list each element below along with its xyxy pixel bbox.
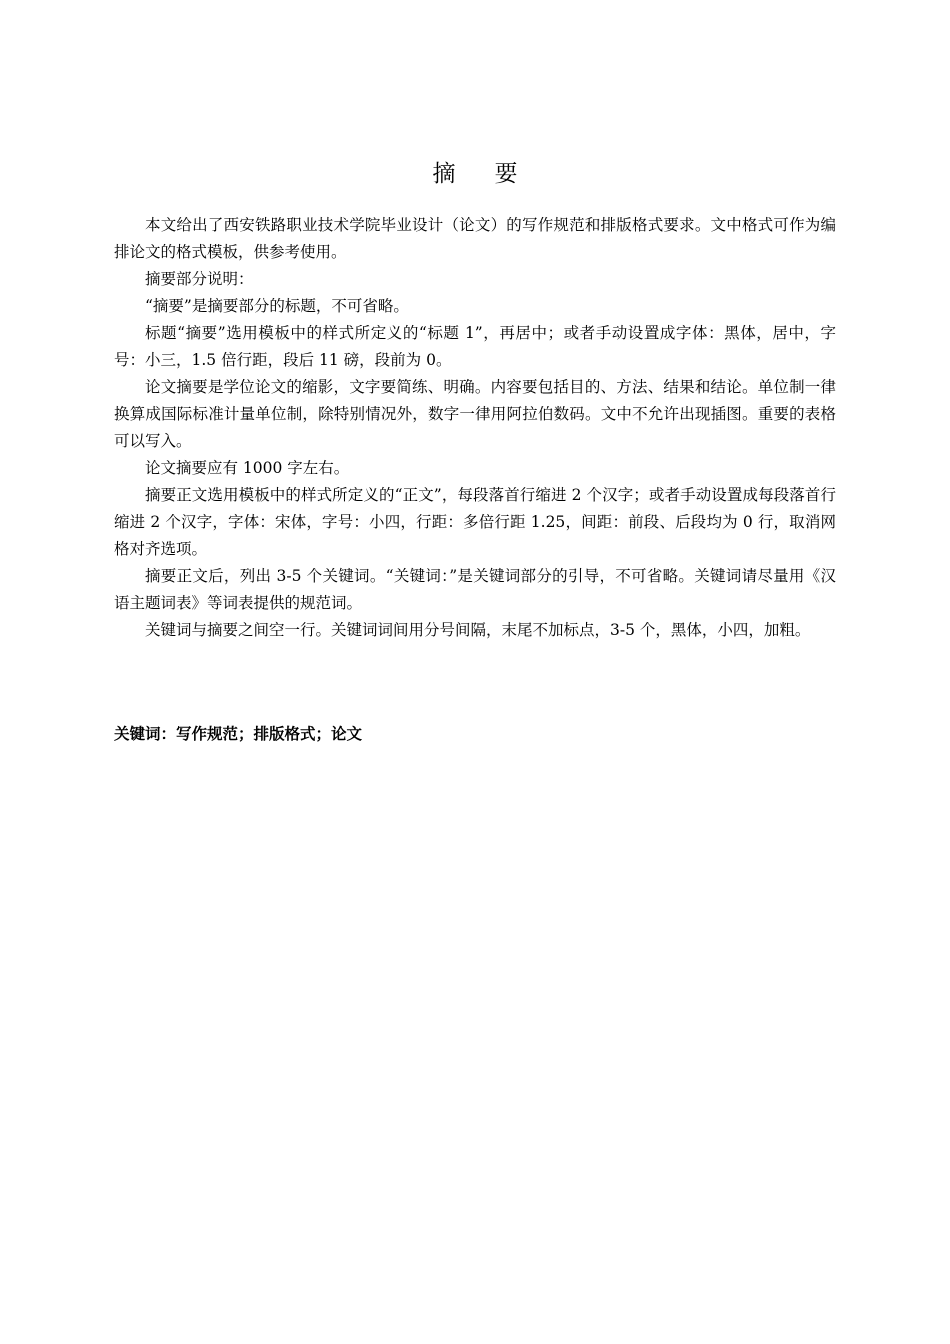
paragraph-section-note: 摘要部分说明： xyxy=(145,270,254,288)
paragraph-length: 论文摘要应有 1000 字左右。 xyxy=(145,459,350,477)
paragraph-intro: 本文给出了西安铁路职业技术学院毕业设计（论文）的写作规范和排版格式要求。文中格式可作为编排论文的格式模板，供参考使用。 xyxy=(114,216,836,261)
paragraph-title-style: 标题“摘要”选用模板中的样式所定义的“标题 1”，再居中；或者手动设置成字体：黑体，居中，字号：小三，1.5 倍行距，段后 11 磅，段前为 0。 xyxy=(114,324,836,369)
paragraph-keywords-rules: 摘要正文后，列出 3-5 个关键词。“关键词：”是关键词部分的引导，不可省略。关键词请尽量用《汉语主题词表》等词表提供的规范词。 xyxy=(114,567,836,612)
paragraph-title-note: “摘要”是摘要部分的标题，不可省略。 xyxy=(145,297,409,315)
keywords-line: 关键词：写作规范；排版格式；论文 xyxy=(114,725,363,743)
abstract-title: 摘要 xyxy=(432,161,557,187)
abstract-body xyxy=(114,212,836,644)
paragraph-body-style: 摘要正文选用模板中的样式所定义的“正文”，每段落首行缩进 2 个汉字；或者手动设置成每段落首行缩进 2 个汉字，字体：宋体，字号：小四，行距：多倍行距 1.25，间距：前段、后段均为 0 行，取消网格对齐选项。 xyxy=(114,486,836,558)
paragraph-content-rules: 论文摘要是学位论文的缩影，文字要简练、明确。内容要包括目的、方法、结果和结论。单位制一律换算成国际标准计量单位制，除特别情况外，数字一律用阿拉伯数码。文中不允许出现插图。重要的表格可以写入。 xyxy=(114,378,836,450)
paragraph-keywords-format: 关键词与摘要之间空一行。关键词词间用分号间隔，末尾不加标点，3-5 个，黑体，小四，加粗。 xyxy=(145,621,811,639)
